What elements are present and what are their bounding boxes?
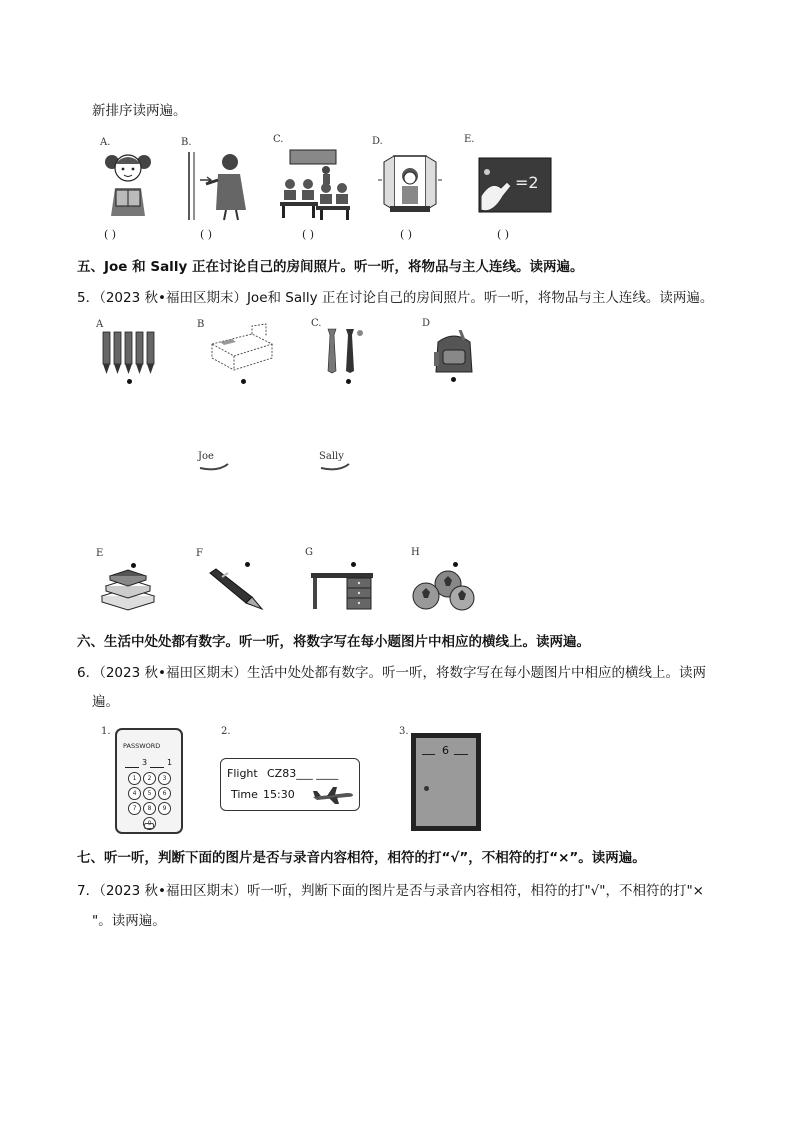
item-d-label: D <box>422 318 431 329</box>
match-dot-b[interactable] <box>241 379 246 384</box>
item-a-label: A <box>96 319 104 330</box>
option-c-label: C. <box>273 134 284 145</box>
password-title: PASSWORD <box>123 742 161 750</box>
girl-reading-icon <box>103 148 153 220</box>
password-blank-2[interactable] <box>150 758 164 768</box>
item-e-label: E <box>96 548 104 559</box>
question-7-text: 7．（2023 秋•福田区期末）听一听，判断下面的图片是否与录音内容相符，相符的打"√"，不相符的打"× <box>77 883 704 899</box>
sally-name-label: Sally <box>319 451 344 462</box>
question-5-text: 5．（2023 秋•福田区期末）Joe和 Sally 正在讨论自己的房间照片。听一听，将物品与主人连线。读两遍。 <box>77 290 714 306</box>
match-dot-g[interactable] <box>351 562 356 567</box>
door-number: 6 <box>442 744 449 757</box>
door-knob-icon <box>424 786 429 791</box>
match-dot-h[interactable] <box>453 562 458 567</box>
joe-name-label: Joe <box>198 451 214 462</box>
door <box>411 733 481 831</box>
item-f-label: F <box>196 548 203 559</box>
question-7-text-cont: "。读两遍。 <box>92 913 166 929</box>
key-6[interactable]: 6 <box>158 787 171 800</box>
match-dot-a[interactable] <box>127 379 132 384</box>
sally-underline-icon <box>319 462 353 472</box>
key-1[interactable]: 1 <box>128 772 141 785</box>
item-h-label: H <box>411 547 420 558</box>
flight-code[interactable]: CZ83___ ____ <box>267 767 339 780</box>
sub-2-label: 2. <box>221 726 231 737</box>
key-0[interactable]: 0 <box>143 817 156 830</box>
item-g-label: G <box>305 547 313 558</box>
password-digit-mid: 3 <box>142 758 148 767</box>
joe-underline-icon <box>198 462 232 472</box>
blackboard-writing-icon <box>477 156 553 216</box>
bed-icon <box>208 322 276 372</box>
question-4-continuation: 新排序读两遍。 <box>92 103 187 119</box>
answer-blank-b[interactable]: ( ) <box>200 228 213 241</box>
key-7[interactable]: 7 <box>128 802 141 815</box>
section-6-header: 六、生活中处处都有数字。听一听，将数字写在每小题图片中相应的横线上。读两遍。 <box>77 634 590 650</box>
key-3[interactable]: 3 <box>158 772 171 785</box>
match-dot-c[interactable] <box>346 379 351 384</box>
backpack-icon <box>430 330 478 376</box>
name-tag-sally[interactable] <box>319 451 353 472</box>
name-tag-joe[interactable] <box>198 451 232 472</box>
svg-text:=2: =2 <box>515 173 539 192</box>
time-value: 15:30 <box>263 788 295 801</box>
ties-icon <box>322 327 364 375</box>
item-b-label: B <box>197 319 205 330</box>
match-dot-d[interactable] <box>451 377 456 382</box>
answer-blank-e[interactable]: ( ) <box>497 228 510 241</box>
airplane-icon <box>311 785 355 805</box>
password-digit-end: 1 <box>167 758 173 767</box>
door-blank-2[interactable] <box>454 754 468 755</box>
keypad <box>128 772 170 830</box>
time-label: Time <box>231 788 258 801</box>
option-b-label: B. <box>181 137 192 148</box>
door-blank-1[interactable] <box>422 754 435 755</box>
fountain-pen-icon <box>206 567 266 611</box>
answer-blank-d[interactable]: ( ) <box>400 228 413 241</box>
desk-icon <box>309 569 375 611</box>
key-5[interactable]: 5 <box>143 787 156 800</box>
home-button-icon[interactable] <box>144 823 154 829</box>
question-6-text-cont: 遍。 <box>92 694 119 710</box>
password-blank-1[interactable] <box>125 758 139 768</box>
key-8[interactable]: 8 <box>143 802 156 815</box>
sub-3-label: 3. <box>399 726 409 737</box>
pencils-icon <box>99 330 157 376</box>
key-4[interactable]: 4 <box>128 787 141 800</box>
classroom-students-icon <box>276 148 352 220</box>
item-c-label: C. <box>311 318 322 329</box>
girl-opening-door-icon <box>186 150 248 222</box>
option-d-label: D. <box>372 136 383 147</box>
option-e-label: E. <box>464 134 475 145</box>
key-9[interactable]: 9 <box>158 802 171 815</box>
answer-blank-a[interactable]: ( ) <box>104 228 117 241</box>
section-7-header: 七、听一听，判断下面的图片是否与录音内容相符，相符的打“√”，不相符的打“×”。读两遍。 <box>77 850 646 866</box>
answer-blank-c[interactable]: ( ) <box>302 228 315 241</box>
option-a-label: A. <box>100 137 111 148</box>
phone-password-screen <box>115 728 183 834</box>
flight-ticket <box>220 758 360 811</box>
flight-label: Flight <box>227 767 258 780</box>
balls-icon <box>408 568 478 612</box>
key-2[interactable]: 2 <box>143 772 156 785</box>
section-5-header: 五、Joe 和 Sally 正在讨论自己的房间照片。听一听，将物品与主人连线。读两遍。 <box>77 259 584 275</box>
question-6-text: 6．（2023 秋•福田区期末）生活中处处都有数字。听一听，将数字写在每小题图片中相应的横线上。读两 <box>77 665 706 681</box>
door-panel <box>416 738 476 826</box>
books-stack-icon <box>98 568 158 612</box>
sub-1-label: 1. <box>101 726 111 737</box>
girl-at-window-icon <box>376 150 444 220</box>
